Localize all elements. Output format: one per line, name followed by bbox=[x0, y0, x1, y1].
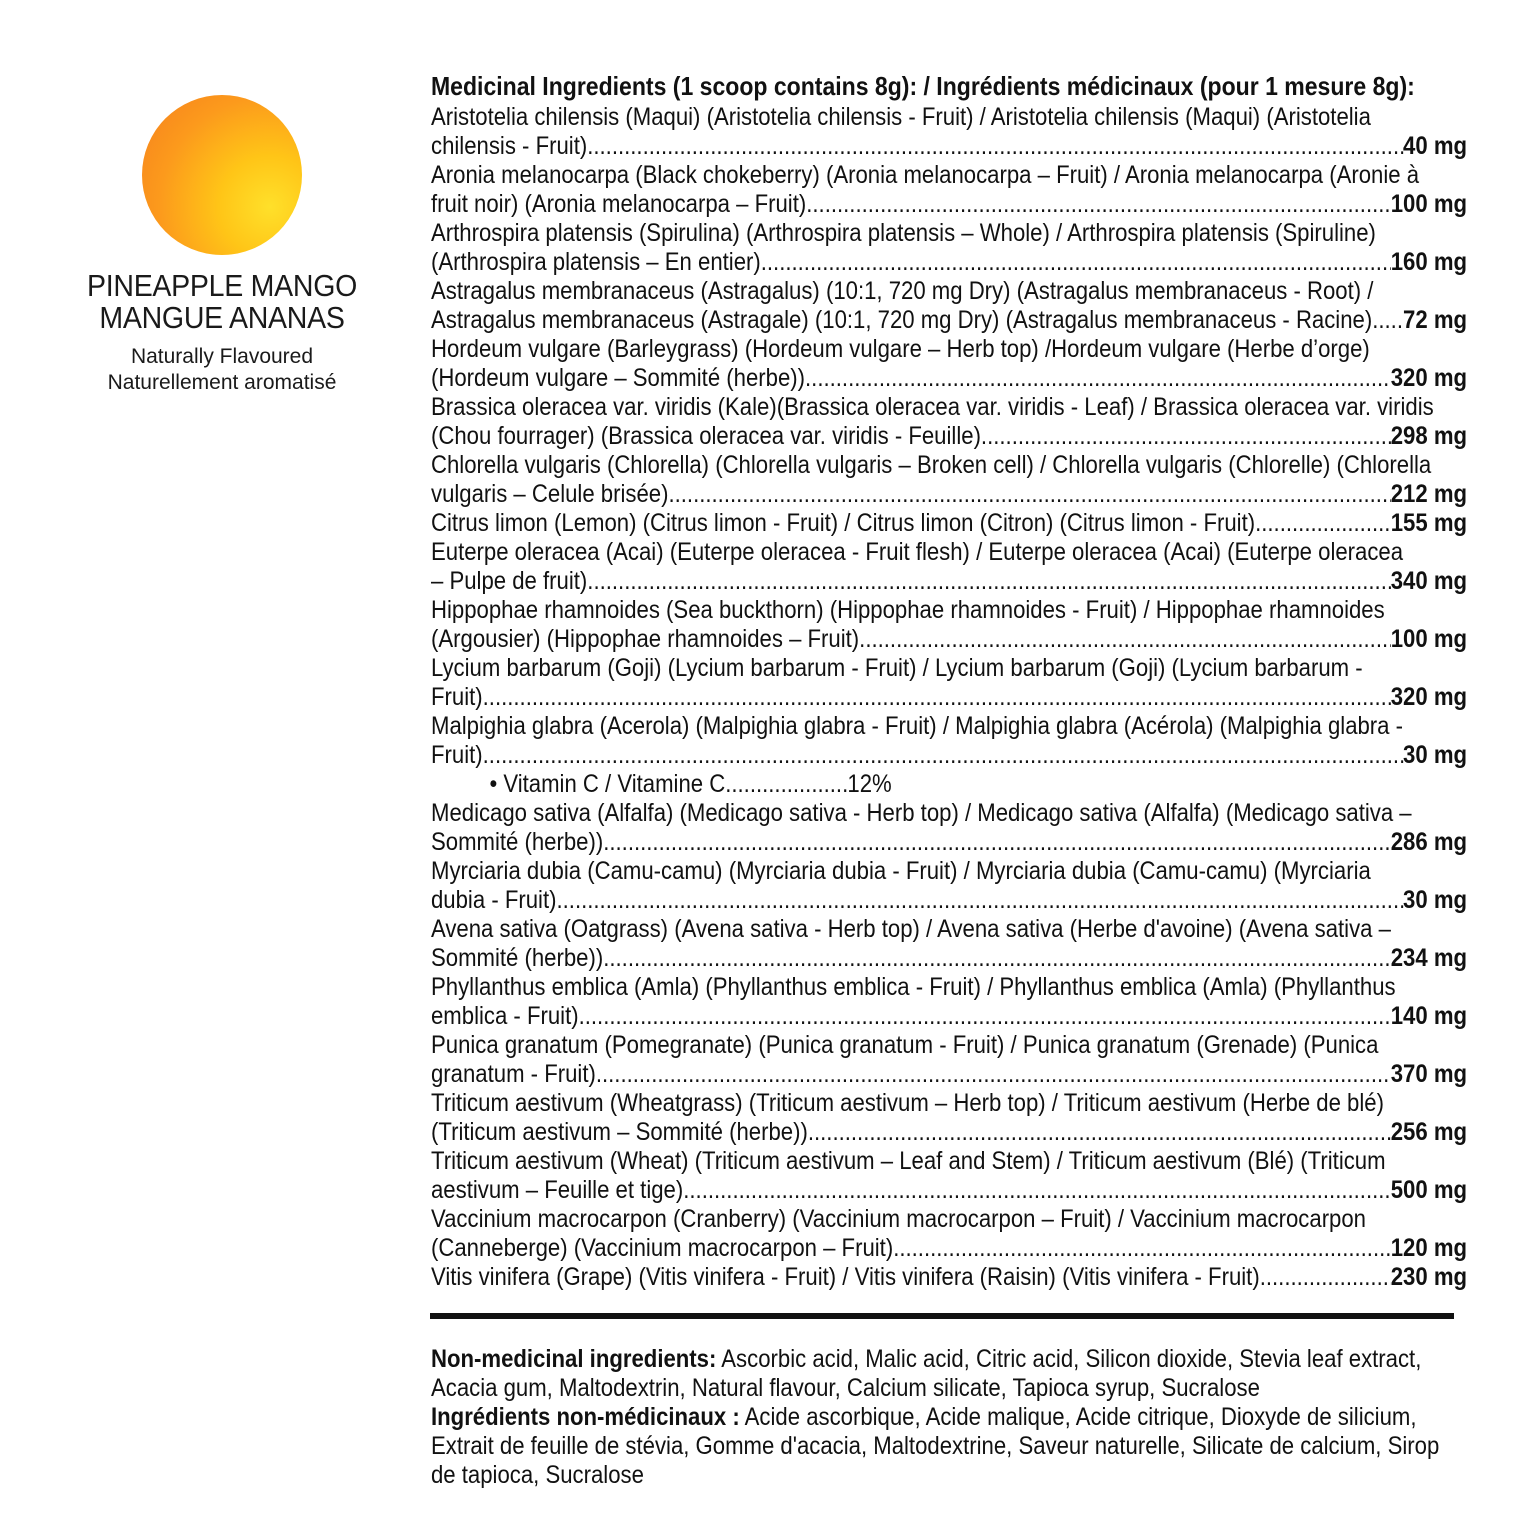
ingredient-amount: 500 mg bbox=[1390, 1176, 1468, 1204]
ingredient-text-last: (Triticum aestivum – Sommité (herbe)) bbox=[431, 1118, 808, 1146]
ingredient-amount-line bbox=[431, 306, 1467, 335]
flavour-sub-fr: Naturellement aromatisé bbox=[107, 371, 337, 394]
medicinal-ingredients-panel bbox=[431, 70, 1471, 1292]
ingredient-amount: 320 mg bbox=[1390, 364, 1468, 392]
ingredient-entry bbox=[431, 1031, 1467, 1089]
ingredient-text-line: Myrciaria dubia (Camu-camu) (Myrciaria dubia - Fruit) / Myrciaria dubia (Camu-camu) (Myrciaria bbox=[431, 857, 1371, 885]
ingredient-amount: 30 mg bbox=[1403, 886, 1468, 914]
ingredient-amount: 72 mg bbox=[1403, 306, 1468, 334]
ingredient-amount-line bbox=[431, 625, 1467, 654]
ingredient-amount-line bbox=[431, 1118, 1467, 1147]
dot-leader bbox=[683, 1176, 1390, 1205]
ingredient-text-last: aestivum – Feuille et tige) bbox=[431, 1176, 684, 1204]
flavour-block bbox=[40, 270, 404, 396]
ingredient-text-last: Fruit) bbox=[431, 741, 483, 769]
ingredient-entry bbox=[431, 1263, 1467, 1292]
flavour-color-circle bbox=[142, 95, 302, 255]
ingredient-text-last: (Hordeum vulgare – Sommité (herbe)) bbox=[431, 364, 806, 392]
ingredient-text-line: Arthrospira platensis (Spirulina) (Arthrospira platensis – Whole) / Arthrospira platensis (Spiruline) bbox=[431, 219, 1376, 247]
ingredient-amount: 100 mg bbox=[1390, 190, 1468, 218]
ingredient-amount: 30 mg bbox=[1403, 741, 1468, 769]
non-medicinal-en-line-2: Acacia gum, Maltodextrin, Natural flavour, Calcium silicate, Tapioca syrup, Sucralose bbox=[431, 1374, 1260, 1402]
ingredient-text-line: Chlorella vulgaris (Chlorella) (Chlorella vulgaris – Broken cell) / Chlorella vulgaris (Chlorelle) (Chlorella bbox=[431, 451, 1432, 479]
ingredient-text-last: Fruit) bbox=[431, 683, 483, 711]
dot-leader bbox=[1372, 306, 1403, 335]
ingredient-entry bbox=[431, 1147, 1467, 1205]
ingredient-entry bbox=[431, 509, 1467, 538]
ingredient-amount: 100 mg bbox=[1390, 625, 1468, 653]
flavour-name-en: PINEAPPLE MANGO bbox=[86, 268, 358, 303]
ingredient-amount-line bbox=[431, 886, 1467, 915]
ingredient-text-line: Phyllanthus emblica (Amla) (Phyllanthus emblica - Fruit) / Phyllanthus emblica (Amla) (Phyllanthus bbox=[431, 973, 1396, 1001]
ingredient-amount: 256 mg bbox=[1390, 1118, 1468, 1146]
ingredient-amount: 234 mg bbox=[1390, 944, 1468, 972]
non-medicinal-fr-line-1 bbox=[431, 1403, 1467, 1432]
ingredient-text-line: Punica granatum (Pomegranate) (Punica granatum - Fruit) / Punica granatum (Grenade) (Punica bbox=[431, 1031, 1379, 1059]
dot-leader bbox=[579, 1002, 1391, 1031]
non-medicinal-ingredients bbox=[431, 1345, 1471, 1490]
ingredient-entry bbox=[431, 1089, 1467, 1147]
ingredient-text-last: granatum - Fruit) bbox=[431, 1060, 596, 1088]
ingredient-entry bbox=[431, 712, 1467, 770]
ingredient-amount: 140 mg bbox=[1390, 1002, 1468, 1030]
ingredient-text-last: (Arthrospira platensis – En entier) bbox=[431, 248, 761, 276]
ingredient-text-last: emblica - Fruit) bbox=[431, 1002, 579, 1030]
ingredient-amount: 212 mg bbox=[1390, 480, 1468, 508]
dot-leader bbox=[603, 944, 1391, 973]
ingredient-entry bbox=[431, 973, 1467, 1031]
ingredient-amount: 40 mg bbox=[1403, 132, 1468, 160]
flavour-sub-en: Naturally Flavoured bbox=[130, 345, 314, 368]
dot-leader bbox=[761, 248, 1391, 277]
ingredient-text-line: Vaccinium macrocarpon (Cranberry) (Vaccinium macrocarpon – Fruit) / Vaccinium macrocarpon bbox=[431, 1205, 1367, 1233]
ingredient-amount-line bbox=[431, 1002, 1467, 1031]
ingredient-text-last: vulgaris – Celule brisée) bbox=[431, 480, 669, 508]
ingredient-text-line: Hippophae rhamnoides (Sea buckthorn) (Hippophae rhamnoides - Fruit) / Hippophae rhamnoides bbox=[431, 596, 1385, 624]
dot-leader bbox=[596, 1060, 1391, 1089]
ingredient-amount-line bbox=[431, 480, 1467, 509]
dot-leader bbox=[808, 1118, 1391, 1147]
ingredient-text-last: Citrus limon (Lemon) (Citrus limon - Fruit) / Citrus limon (Citron) (Citrus limon - Fruit) bbox=[431, 509, 1256, 537]
ingredient-text-last: dubia - Fruit) bbox=[431, 886, 557, 914]
ingredient-amount-line bbox=[431, 248, 1467, 277]
ingredient-text-last: Vitis vinifera (Grape) (Vitis vinifera - Fruit) / Vitis vinifera (Raisin) (Vitis vinifera - Fruit) bbox=[431, 1263, 1260, 1291]
ingredient-text-line: Malpighia glabra (Acerola) (Malpighia glabra - Fruit) / Malpighia glabra (Acérola) (Malpighia glabra - bbox=[431, 712, 1404, 740]
dot-leader bbox=[1255, 509, 1391, 538]
ingredient-amount-line bbox=[431, 1263, 1467, 1292]
ingredient-amount-line bbox=[431, 741, 1467, 770]
ingredient-amount: 320 mg bbox=[1390, 683, 1468, 711]
dot-leader bbox=[587, 567, 1390, 596]
non-medicinal-en-text-1: Ascorbic acid, Malic acid, Citric acid, Silicon dioxide, Stevia leaf extract, bbox=[716, 1345, 1422, 1373]
ingredient-entry bbox=[431, 335, 1467, 393]
ingredient-entry bbox=[431, 103, 1467, 161]
ingredient-sub-entry bbox=[431, 770, 1467, 799]
ingredient-entry bbox=[431, 857, 1467, 915]
non-medicinal-fr-label: Ingrédients non-médicinaux : bbox=[431, 1403, 740, 1431]
dot-leader bbox=[603, 828, 1391, 857]
ingredient-entry bbox=[431, 161, 1467, 219]
ingredient-amount-line bbox=[431, 509, 1467, 538]
ingredient-amount-line bbox=[431, 132, 1467, 161]
dot-leader bbox=[483, 683, 1391, 712]
section-divider bbox=[430, 1313, 1454, 1319]
dot-leader bbox=[893, 1234, 1391, 1263]
flavour-subtitle bbox=[40, 344, 404, 396]
ingredient-text-last: fruit noir) (Aronia melanocarpa – Fruit) bbox=[431, 190, 807, 218]
ingredient-text-line: Triticum aestivum (Wheatgrass) (Triticum aestivum – Herb top) / Triticum aestivum (Herbe de blé) bbox=[431, 1089, 1384, 1117]
non-medicinal-fr-text-1: Acide ascorbique, Acide malique, Acide citrique, Dioxyde de silicium, bbox=[739, 1403, 1417, 1431]
ingredient-entry bbox=[431, 451, 1467, 509]
dot-leader bbox=[1260, 1263, 1391, 1292]
dot-leader bbox=[805, 364, 1391, 393]
ingredient-entry bbox=[431, 393, 1467, 451]
ingredient-text-last: Astragalus membranaceus (Astragale) (10:1, 720 mg Dry) (Astragalus membranaceus - Racine) bbox=[431, 306, 1373, 334]
dot-leader bbox=[556, 886, 1403, 915]
ingredient-amount-line bbox=[431, 828, 1467, 857]
ingredient-text-line: Lycium barbarum (Goji) (Lycium barbarum - Fruit) / Lycium barbarum (Goji) (Lycium barbarum - bbox=[431, 654, 1363, 682]
medicinal-ingredient-list bbox=[431, 103, 1467, 1292]
flavour-name-fr: MANGUE ANANAS bbox=[99, 300, 345, 335]
ingredient-text-last: chilensis - Fruit) bbox=[431, 132, 588, 160]
ingredient-text-line: Hordeum vulgare (Barleygrass) (Hordeum vulgare – Herb top) /Hordeum vulgare (Herbe d’orge) bbox=[431, 335, 1370, 363]
ingredient-text-line: Avena sativa (Oatgrass) (Avena sativa - Herb top) / Avena sativa (Herbe d'avoine) (Avena sativa – bbox=[431, 915, 1391, 943]
ingredient-amount: 120 mg bbox=[1390, 1234, 1468, 1262]
ingredient-text-line: Euterpe oleracea (Acai) (Euterpe oleracea - Fruit flesh) / Euterpe oleracea (Acai) (Euterpe oleracea bbox=[431, 538, 1404, 566]
ingredient-amount-line bbox=[431, 364, 1467, 393]
ingredient-entry bbox=[431, 915, 1467, 973]
ingredient-text-line: Aronia melanocarpa (Black chokeberry) (Aronia melanocarpa – Fruit) / Aronia melanocarpa (Aronie à bbox=[431, 161, 1420, 189]
ingredient-text-line: Aristotelia chilensis (Maqui) (Aristotelia chilensis - Fruit) / Aristotelia chilensis (Maqui) (Aristotelia bbox=[431, 103, 1371, 131]
ingredient-entry bbox=[431, 1205, 1467, 1263]
ingredient-text-line: Astragalus membranaceus (Astragalus) (10:1, 720 mg Dry) (Astragalus membranaceus - Root) / bbox=[431, 277, 1374, 305]
ingredient-entry bbox=[431, 596, 1467, 654]
ingredient-text-line: Medicago sativa (Alfalfa) (Medicago sativa - Herb top) / Medicago sativa (Alfalfa) (Medicago sativa – bbox=[431, 799, 1412, 827]
ingredient-text-last: Sommité (herbe)) bbox=[431, 944, 604, 972]
ingredient-entry bbox=[431, 654, 1467, 712]
ingredient-text-line: Triticum aestivum (Wheat) (Triticum aestivum – Leaf and Stem) / Triticum aestivum (Blé) (Triticum bbox=[431, 1147, 1386, 1175]
ingredient-text-last: (Canneberge) (Vaccinium macrocarpon – Fruit) bbox=[431, 1234, 894, 1262]
ingredient-entry bbox=[431, 770, 1467, 799]
ingredient-amount-line bbox=[431, 190, 1467, 219]
ingredient-sub-amount: 12% bbox=[847, 770, 892, 798]
ingredient-text-last: (Argousier) (Hippophae rhamnoides – Fruit) bbox=[431, 625, 860, 653]
ingredient-amount: 340 mg bbox=[1390, 567, 1468, 595]
dot-leader bbox=[725, 770, 847, 799]
ingredient-amount: 286 mg bbox=[1390, 828, 1468, 856]
ingredient-amount-line bbox=[431, 567, 1467, 596]
non-medicinal-en-line-1 bbox=[431, 1345, 1467, 1374]
ingredient-amount: 298 mg bbox=[1390, 422, 1468, 450]
ingredient-amount: 155 mg bbox=[1390, 509, 1468, 537]
ingredient-entry bbox=[431, 538, 1467, 596]
ingredient-entry bbox=[431, 277, 1467, 335]
dot-leader bbox=[668, 480, 1390, 509]
ingredient-text-line: Brassica oleracea var. viridis (Kale)(Brassica oleracea var. viridis - Leaf) / Brassica oleracea var. viridis bbox=[431, 393, 1434, 421]
ingredient-amount-line bbox=[431, 1234, 1467, 1263]
non-medicinal-en-label: Non-medicinal ingredients: bbox=[431, 1345, 717, 1373]
non-medicinal-fr-line-2: Extrait de feuille de stévia, Gomme d'acacia, Maltodextrine, Saveur naturelle, Silicate de calcium, Sirop bbox=[431, 1432, 1440, 1460]
ingredient-amount-line bbox=[431, 1060, 1467, 1089]
non-medicinal-fr-line-3: de tapioca, Sucralose bbox=[431, 1461, 644, 1489]
ingredient-amount-line bbox=[431, 944, 1467, 973]
ingredient-text-last: – Pulpe de fruit) bbox=[431, 567, 588, 595]
dot-leader bbox=[483, 741, 1403, 770]
ingredient-text-last: (Chou fourrager) (Brassica oleracea var. viridis - Feuille) bbox=[431, 422, 981, 450]
ingredient-sub-label: • Vitamin C / Vitamine C bbox=[489, 770, 726, 798]
ingredient-amount: 370 mg bbox=[1390, 1060, 1468, 1088]
ingredient-amount-line bbox=[431, 422, 1467, 451]
dot-leader bbox=[587, 132, 1403, 161]
ingredient-entry bbox=[431, 799, 1467, 857]
dot-leader bbox=[859, 625, 1391, 654]
medicinal-heading: Medicinal Ingredients (1 scoop contains 8g): / Ingrédients médicinaux (pour 1 mesure 8g): bbox=[431, 71, 1415, 101]
ingredient-amount: 160 mg bbox=[1390, 248, 1468, 276]
ingredient-amount-line bbox=[431, 1176, 1467, 1205]
ingredient-amount-line bbox=[431, 683, 1467, 712]
ingredient-entry bbox=[431, 219, 1467, 277]
ingredient-amount: 230 mg bbox=[1390, 1263, 1468, 1291]
dot-leader bbox=[806, 190, 1390, 219]
ingredient-text-last: Sommité (herbe)) bbox=[431, 828, 604, 856]
dot-leader bbox=[981, 422, 1391, 451]
